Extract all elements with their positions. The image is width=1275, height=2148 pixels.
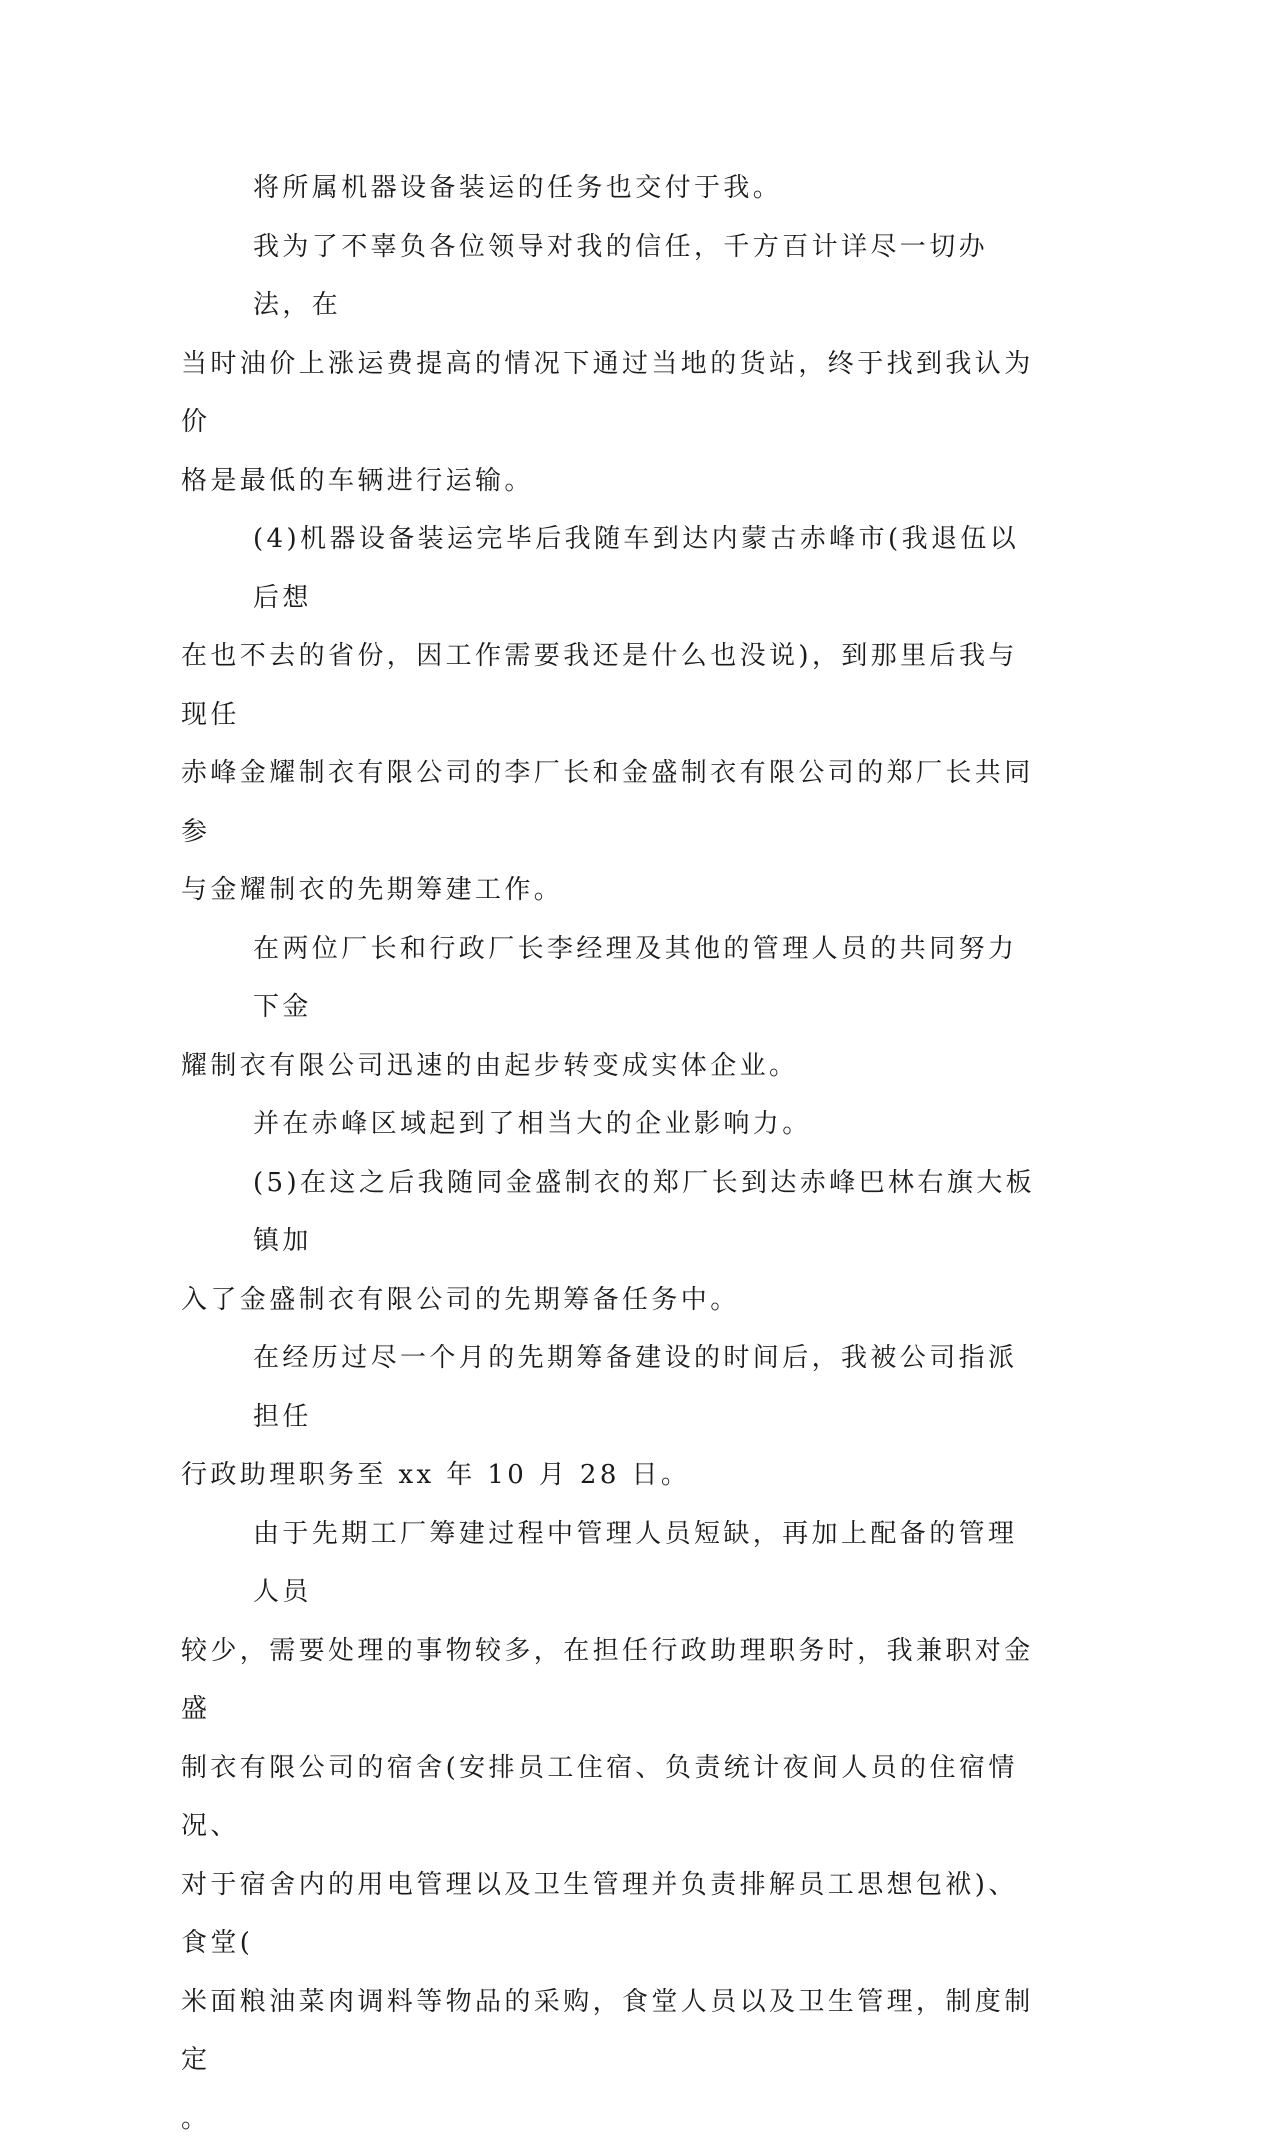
text-line: 较少，需要处理的事物较多，在担任行政助理职务时，我兼职对金盛 — [181, 1622, 1041, 1739]
text-line: 我为了不辜负各位领导对我的信任，千方百计详尽一切办法，在 — [181, 218, 1041, 335]
text-line: 。 — [181, 2090, 1041, 2148]
text-line: 米面粮油菜肉调料等物品的采购，食堂人员以及卫生管理，制度制定 — [181, 1973, 1041, 2090]
text-line: 与金耀制衣的先期筹建工作。 — [181, 861, 1041, 920]
text-line: 对于宿舍内的用电管理以及卫生管理并负责排解员工思想包袱)、食堂( — [181, 1856, 1041, 1973]
document-body — [181, 159, 1041, 2148]
text-line: 在经历过尽一个月的先期筹备建设的时间后，我被公司指派担任 — [181, 1329, 1041, 1446]
text-line: 在两位厂长和行政厂长李经理及其他的管理人员的共同努力下金 — [181, 920, 1041, 1037]
text-line: 耀制衣有限公司迅速的由起步转变成实体企业。 — [181, 1037, 1041, 1096]
text-line: 在也不去的省份，因工作需要我还是什么也没说)，到那里后我与现任 — [181, 627, 1041, 744]
text-line: 入了金盛制衣有限公司的先期筹备任务中。 — [181, 1271, 1041, 1330]
text-line: (5)在这之后我随同金盛制衣的郑厂长到达赤峰巴林右旗大板镇加 — [181, 1154, 1041, 1271]
text-line: 行政助理职务至 xx 年 10 月 28 日。 — [181, 1446, 1041, 1505]
text-line: 由于先期工厂筹建过程中管理人员短缺，再加上配备的管理人员 — [181, 1505, 1041, 1622]
text-line: 将所属机器设备装运的任务也交付于我。 — [181, 159, 1041, 218]
text-line: 制衣有限公司的宿舍(安排员工住宿、负责统计夜间人员的住宿情况、 — [181, 1739, 1041, 1856]
text-line: 赤峰金耀制衣有限公司的李厂长和金盛制衣有限公司的郑厂长共同参 — [181, 744, 1041, 861]
text-line: 并在赤峰区域起到了相当大的企业影响力。 — [181, 1095, 1041, 1154]
text-line: 格是最低的车辆进行运输。 — [181, 452, 1041, 511]
text-line: (4)机器设备装运完毕后我随车到达内蒙古赤峰市(我退伍以后想 — [181, 510, 1041, 627]
text-line: 当时油价上涨运费提高的情况下通过当地的货站，终于找到我认为价 — [181, 335, 1041, 452]
